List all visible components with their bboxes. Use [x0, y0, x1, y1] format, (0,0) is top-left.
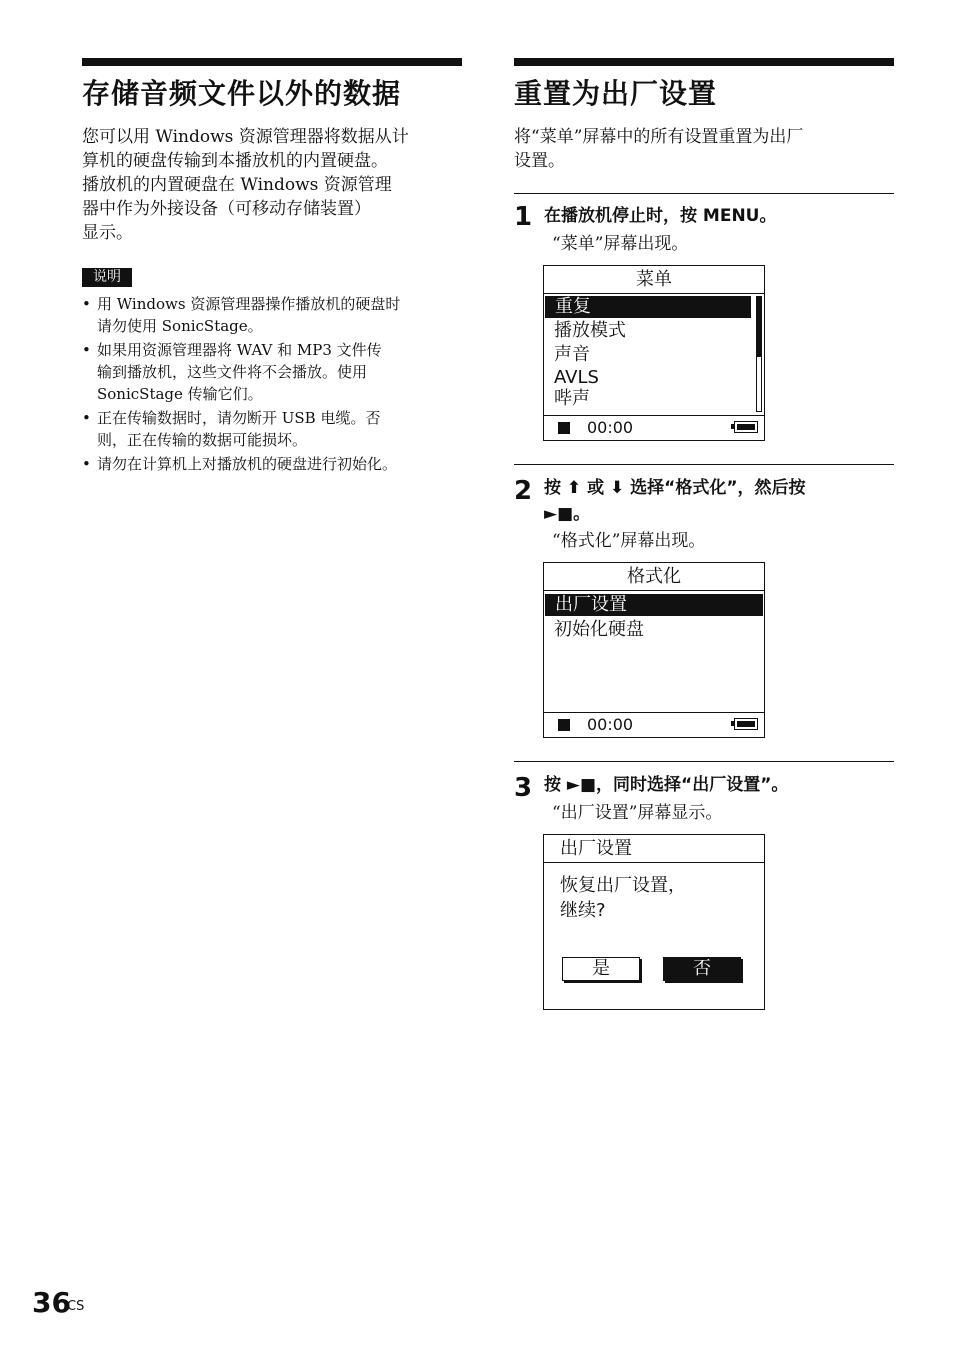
- menu-item-avls[interactable]: AVLS: [554, 367, 599, 388]
- left-paragraph: [82, 125, 466, 245]
- step1-divider: [514, 193, 894, 194]
- step2-instruction: 按 ⬆ 或 ⬇ 选择“格式化”，然后按: [544, 478, 806, 498]
- left-heading-bar: [82, 58, 462, 66]
- note-line: 请勿在计算机上对播放机的硬盘进行初始化。: [97, 455, 398, 473]
- step1-instruction: 在播放机停止时，按 MENU。: [544, 206, 777, 226]
- menu-screen-title: 菜单: [544, 266, 764, 294]
- right-intro: [514, 125, 894, 173]
- note-line: 输到播放机，这些文件将不会播放。使用: [97, 363, 368, 381]
- factory-settings-dialog: [543, 834, 765, 1010]
- bullet-icon: •: [82, 409, 91, 427]
- dialog-message-line: 继续?: [560, 900, 606, 921]
- menu-scrollbar[interactable]: [756, 296, 762, 412]
- elapsed-time: 00:00: [587, 418, 634, 437]
- step3-result: “出厂设置”屏幕显示。: [552, 803, 723, 823]
- right-heading: 重置为出厂设置: [514, 77, 718, 110]
- step2-number: 2: [514, 476, 533, 506]
- format-item-factory-settings[interactable]: 出厂设置: [545, 594, 763, 616]
- note-line: 用 Windows 资源管理器操作播放机的硬盘时: [97, 295, 401, 313]
- bullet-icon: •: [82, 455, 91, 473]
- menu-item-repeat[interactable]: 重复: [545, 296, 751, 318]
- step1-number: 1: [514, 202, 533, 232]
- intro-line: 设置。: [514, 151, 565, 171]
- elapsed-time: 00:00: [587, 715, 634, 734]
- battery-icon: [734, 718, 758, 730]
- format-screen: [543, 562, 765, 738]
- menu-status-bar: [544, 415, 764, 440]
- note-line: SonicStage 传输它们。: [97, 385, 263, 403]
- left-paragraph-line: 算机的硬盘传输到本播放机的内置硬盘。: [82, 151, 388, 171]
- step3-instruction: 按 ►■，同时选择“出厂设置”。: [544, 775, 789, 795]
- format-screen-title: 格式化: [544, 563, 764, 591]
- menu-item-sound[interactable]: 声音: [554, 344, 590, 365]
- format-status-bar: [544, 712, 764, 737]
- left-paragraph-line: 播放机的内置硬盘在 Windows 资源管理: [82, 175, 392, 195]
- no-button[interactable]: 否: [663, 957, 741, 981]
- note-line: 请勿使用 SonicStage。: [97, 317, 263, 335]
- right-heading-bar: [514, 58, 894, 66]
- stop-icon: [558, 719, 570, 731]
- note-line: 如果用资源管理器将 WAV 和 MP3 文件传: [97, 341, 382, 359]
- stop-icon: [558, 422, 570, 434]
- step2-instruction-cont: ►■。: [544, 504, 591, 524]
- left-paragraph-line: 您可以用 Windows 资源管理器将数据从计: [82, 127, 409, 147]
- step3-divider: [514, 761, 894, 762]
- note-item: [82, 293, 462, 337]
- left-paragraph-line: 器中作为外接设备（可移动存储装置）: [82, 199, 371, 219]
- dialog-title: 出厂设置: [544, 835, 764, 863]
- battery-icon: [734, 421, 758, 433]
- step2-result: “格式化”屏幕出现。: [552, 531, 706, 551]
- notes-list: [82, 293, 462, 477]
- step1-result: “菜单”屏幕出现。: [552, 234, 689, 254]
- left-heading: 存储音频文件以外的数据: [82, 77, 402, 110]
- yes-button[interactable]: 是: [562, 957, 640, 981]
- dialog-message-line: 恢复出厂设置，: [560, 875, 686, 896]
- note-item: [82, 453, 462, 475]
- note-item: [82, 407, 462, 451]
- menu-screen: [543, 265, 765, 441]
- bullet-icon: •: [82, 341, 91, 359]
- note-line: 则，正在传输的数据可能损坏。: [97, 431, 308, 449]
- dialog-message: [560, 873, 686, 923]
- format-item-initialize-hdd[interactable]: 初始化硬盘: [554, 619, 644, 640]
- menu-item-beep[interactable]: 哔声: [554, 388, 590, 409]
- menu-item-play-mode[interactable]: 播放模式: [554, 320, 626, 341]
- page-language-suffix: CS: [67, 1299, 85, 1314]
- bullet-icon: •: [82, 295, 91, 313]
- step3-number: 3: [514, 773, 533, 803]
- step2-divider: [514, 464, 894, 465]
- page-number: 36: [32, 1286, 71, 1319]
- intro-line: 将“菜单”屏幕中的所有设置重置为出厂: [514, 127, 804, 147]
- scrollbar-thumb[interactable]: [757, 297, 761, 357]
- left-paragraph-line: 显示。: [82, 223, 133, 243]
- note-label: 说明: [82, 268, 132, 287]
- note-item: [82, 339, 462, 405]
- note-line: 正在传输数据时，请勿断开 USB 电缆。否: [97, 409, 381, 427]
